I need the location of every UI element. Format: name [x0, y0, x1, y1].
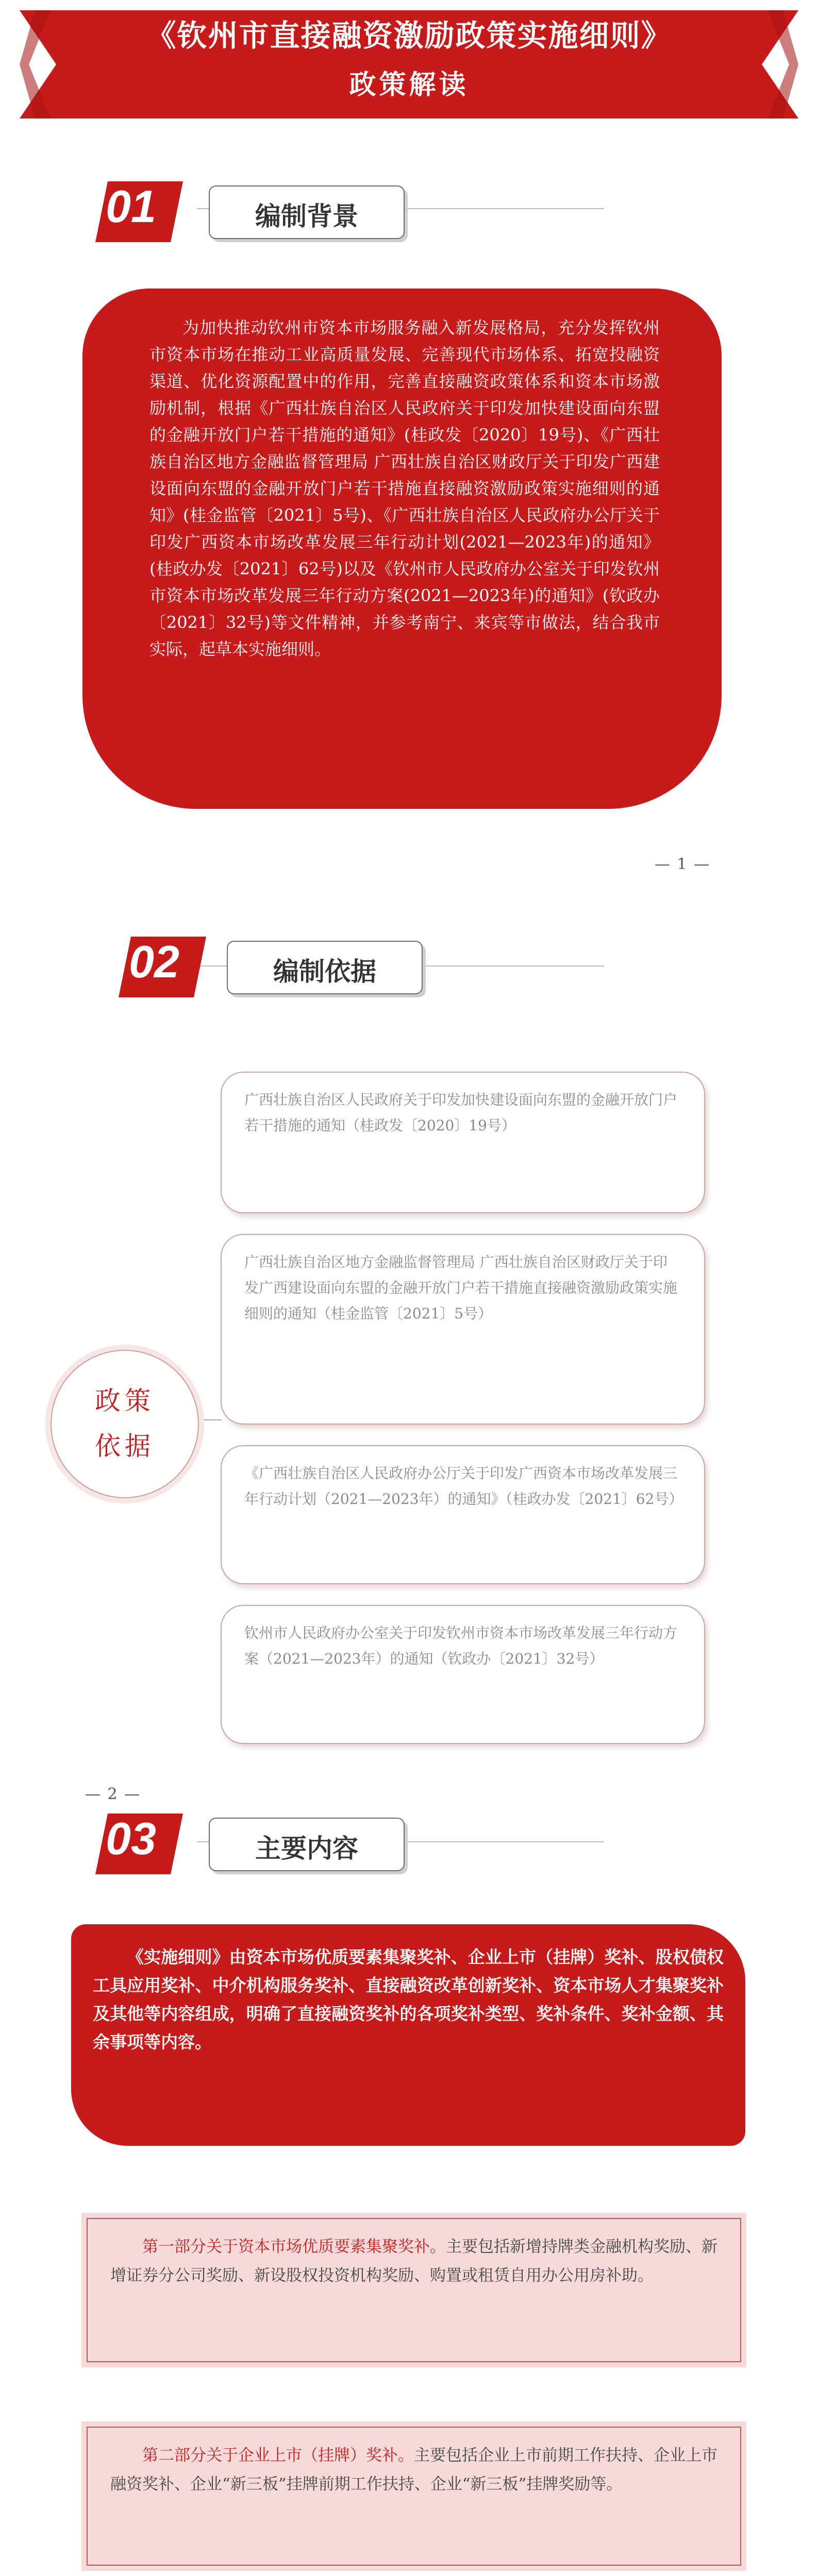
page-number: — 1 — — [655, 855, 711, 873]
part-body: 主要包括企业上市前期工作扶持、企业上市融资奖补、企业“新三板”挂牌前期工作扶持、企业“新三板”挂牌奖励等。 — [110, 2446, 717, 2494]
section-number: 01 — [106, 181, 156, 232]
section-number: 02 — [129, 936, 179, 987]
content-summary: 《实施细则》由资本市场优质要素集聚奖补、企业上市（挂牌）奖补、股权债权工具应用奖补、中介机构服务奖补、直接融资改革创新奖补、资本市场人才集聚奖补及其他等内容组成，明确了直接融资奖补的各项奖补类型、奖补条件、奖补金额、其余事项等内容。 — [71, 1924, 745, 2146]
section-title: 编制依据 — [273, 957, 376, 987]
basis-item: 广西壮族自治区地方金融监督管理局 广西壮族自治区财政厅关于印发广西建设面向东盟的金融开放门户若干措施直接融资激励政策实施细则的通知（桂金监管〔2021〕5号） — [221, 1234, 705, 1425]
basis-label-line: 依据 — [95, 1431, 155, 1461]
part-heading: 第一部分关于资本市场优质要素集聚奖补。 — [142, 2238, 446, 2256]
content-part-1 — [81, 2213, 746, 2367]
document-title: 《钦州市直接融资激励政策实施细则》 — [146, 18, 672, 53]
content-part-2 — [81, 2421, 746, 2571]
background-text: 为加快推动钦州市资本市场服务融入新发展格局，充分发挥钦州市资本市场在推动工业高质量发展、完善现代市场体系、拓宽投融资渠道、优化资源配置中的作用，完善直接融资政策体系和资本市场激励机制，根据《广西壮族自治区人民政府关于印发加快建设面向东盟的金融开放门户若干措施的通知》(桂政发〔2020〕19号)、《广西壮族自治区地方金融监督管理局 广西壮族自治区财政厅关于印发广西建设面向东盟的金融开放门户若干措施直接融资激励政策实施细则的通知》(桂金监管〔2021〕5号)、《广西壮族自治区人民政府办公厅关于印发广西资本市场改革发展三年行动计划(2021—2023年)的通知》(桂政办发〔2021〕62号)以及《钦州市人民政府办公室关于印发钦州市资本市场改革发展三年行动方案(2021—2023年)的通知》(钦政办〔2021〕32号)等文件精神，并参考南宁、来宾等市做法，结合我市实际，起草本实施细则。 — [149, 318, 660, 659]
section-title: 编制背景 — [255, 201, 358, 231]
basis-item: 钦州市人民政府办公室关于印发钦州市资本市场改革发展三年行动方案（2021—2023年）的通知（钦政办〔2021〕32号） — [221, 1605, 705, 1744]
part-heading: 第二部分关于企业上市（挂牌）奖补。 — [142, 2446, 414, 2465]
basis-label-line: 政策 — [95, 1386, 155, 1416]
basis-connector — [197, 1419, 222, 1420]
page-number: — 2 — — [85, 1785, 141, 1803]
basis-item: 《广西壮族自治区人民政府办公厅关于印发广西资本市场改革发展三年行动计划（2021—2023年）的通知》（桂政办发〔2021〕62号） — [221, 1445, 705, 1584]
part-body: 主要包括新增持牌类金融机构奖励、新增证券分公司奖励、新设股权投资机构奖励、购置或租赁自用办公用房补助。 — [110, 2238, 717, 2285]
basis-item: 广西壮族自治区人民政府关于印发加快建设面向东盟的金融开放门户若干措施的通知（桂政发〔2020〕19号） — [221, 1072, 705, 1213]
document-subtitle: 政策解读 — [349, 69, 469, 100]
section-number: 03 — [106, 1813, 156, 1864]
basis-label — [51, 1378, 199, 1469]
section-title: 主要内容 — [255, 1834, 358, 1863]
